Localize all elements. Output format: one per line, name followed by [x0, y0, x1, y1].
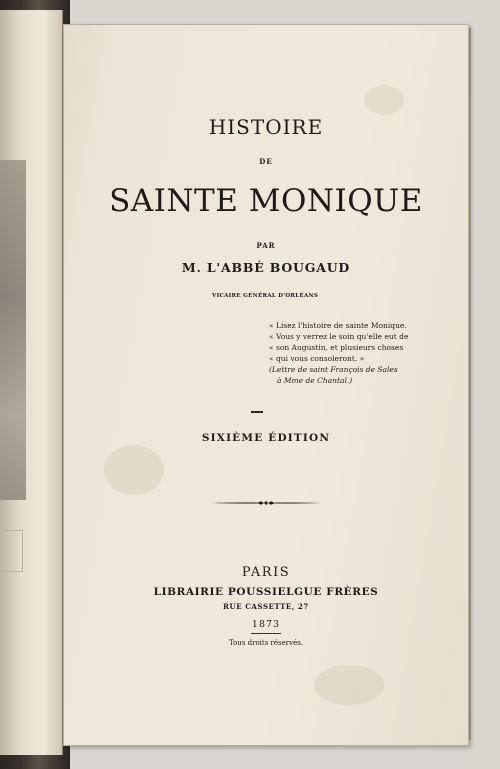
- title-connector: DE: [259, 157, 273, 166]
- foxing-stain: [314, 665, 384, 705]
- imprint-publisher: LIBRAIRIE POUSSIELGUE FRÈRES: [153, 586, 379, 598]
- short-rule: [251, 411, 263, 413]
- rights-notice: Tous droits réservés.: [228, 639, 304, 647]
- epigraph-line: « qui vous consoleront. »: [269, 354, 365, 363]
- author-role: VICAIRE GÉNÉRAL D'ORLÉANS: [212, 293, 319, 299]
- ornamental-rule-icon: [211, 499, 321, 507]
- imprint-address: RUE CASSETTE, 27: [223, 602, 309, 611]
- imprint-city: PARIS: [241, 565, 291, 580]
- by-label: PAR: [256, 241, 276, 250]
- epigraph: [269, 320, 409, 386]
- edition-statement: SIXIÈME ÉDITION: [201, 432, 331, 444]
- epigraph-line: « Vous y verrez le soin qu'elle eut de: [269, 332, 409, 341]
- epigraph-line: « Lisez l'histoire de sainte Monique.: [269, 321, 407, 330]
- title-page: [63, 24, 469, 746]
- tissue-guard: [0, 530, 23, 572]
- frontispiece-plate: [0, 160, 26, 500]
- epigraph-citation: à Mme de Chantal.): [277, 376, 353, 385]
- year-underline: [251, 633, 281, 634]
- foxing-stain: [104, 445, 164, 495]
- title-prefix: HISTOIRE: [208, 115, 324, 139]
- imprint-year: 1873: [251, 619, 281, 630]
- main-title: SAINTE MONIQUE: [109, 183, 423, 219]
- epigraph-citation: (Lettre de saint François de Sales: [269, 365, 398, 374]
- facing-page: [0, 10, 63, 755]
- foxing-stain: [364, 85, 404, 115]
- epigraph-line: « son Augustin, et plusieurs choses: [269, 343, 404, 352]
- author-name: M. L'ABBÉ BOUGAUD: [181, 260, 351, 275]
